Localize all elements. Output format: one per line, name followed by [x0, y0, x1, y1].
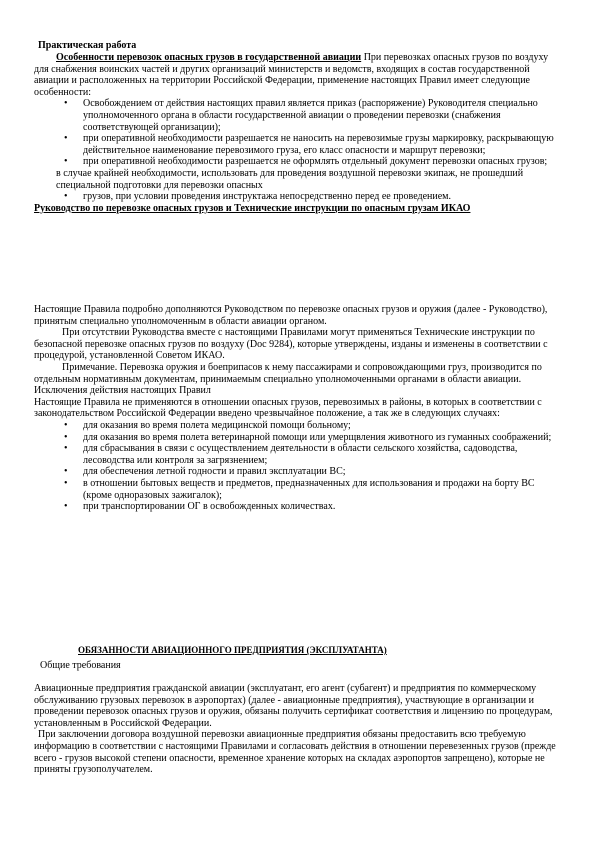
operator-paragraph-1: Авиационные предприятия гражданской авиации (эксплуатант, его агент (субагент) и предприятия по коммерческому обслуживанию грузовых перевозок в аэропортах) (далее - авиационные предприятия), участвующие в организации и проведении перевозок опасных грузов и оружия, обязаны получить сертификат соответствия и лицензию по процедурам, установленным в Российской Федерации.	[34, 683, 553, 729]
general-requirements-subtitle: Общие требования	[40, 660, 121, 671]
list-item: • при оперативной необходимости разрешается не оформлять отдельный документ перевозки опасных грузов;	[34, 156, 562, 168]
exceptions-bullet-list	[34, 420, 562, 513]
list-item: • для сбрасывания в связи с осуществлением деятельности в области сельского хозяйства, садоводства, лесоводства или контроля за загрязнением;	[34, 443, 562, 466]
list-item: • для оказания во время полета медицинской помощи больному;	[34, 420, 562, 432]
list-item: • при транспортировании ОГ в освобожденных количествах.	[34, 501, 562, 513]
list-item: • при оперативной необходимости разрешается не наносить на перевозимые грузы маркировку, раскрывающую действительное наименование перевозимого груза, его класс опасности и маршрут перевозки;	[34, 133, 562, 156]
state-aviation-last-bullet	[34, 191, 562, 203]
section-icao	[34, 304, 562, 513]
document-heading: Практическая работа	[38, 40, 137, 51]
section-icao-title: Руководство по перевозке опасных грузов и Технические инструкции по опасным грузам ИКАО	[34, 202, 471, 214]
section-state-aviation-title: Особенности перевозок опасных грузов в государственной авиации	[56, 52, 362, 63]
section-state-aviation	[34, 52, 562, 214]
list-item: • Освобождением от действия настоящих правил является приказ (распоряжение) Руководителя специально уполномоченного органа в области государственной авиации о проведении перевозки (снабжения соответствующей организации);	[34, 98, 562, 133]
emergency-crew-text: в случае крайней необходимости, использовать для проведения воздушной перевозки экипаж, не прошедший специальной подготовки для перевозки опасных	[56, 167, 524, 191]
section-operator-duties	[34, 683, 562, 776]
state-aviation-bullet-list	[34, 98, 562, 168]
list-item: • для обеспечения летной годности и правил эксплуатации ВС;	[34, 466, 562, 478]
icao-paragraph-2: При отсутствии Руководства вместе с настоящими Правилами могут применяться Технические инструкции по безопасной перевозке опасных грузов по воздуху (Doc 9284), которые утверждены, изданы и изменены в соответствии с процедурой, установленной Советом ИКАО.	[34, 327, 548, 362]
list-item: • для оказания во время полета ветеринарной помощи или умерщвления животного из гуманных соображений;	[34, 432, 562, 444]
list-item: • в отношении бытовых веществ и предметов, предназначенных для использования и продажи на борту ВС (кроме одноразовых зажигалок);	[34, 478, 562, 501]
section-operator-duties-title: ОБЯЗАННОСТИ АВИАЦИОННОГО ПРЕДПРИЯТИЯ (ЭКСПЛУАТАНТА)	[78, 645, 387, 655]
operator-paragraph-2: При заключении договора воздушной перевозки авиационные предприятия обязаны предоставить всю требуемую информацию в соответствии с настоящими Правилами и согласовать действия в отношении перевезенных грузов (прежде всего - грузов высокой степени опасности, временное хранение которых на складах аэропортов запрещено), которые не приняты грузополучателем.	[34, 729, 556, 776]
exceptions-intro: Настоящие Правила не применяются в отношении опасных грузов, перевозимых в районы, в которых в соответствии с законодательством Российской Федерации введено чрезвычайное положение, а так же в следующих случаях:	[34, 396, 542, 420]
section-state-aviation-intro: При перевозках опасных грузов по воздуху для снабжения воинских частей и других организаций министерств и ведомств, входящих в состав государственной авиации и расположенных на территории Российской Федерации, применение настоящих Правил имеет следующие особенности:	[34, 52, 549, 98]
list-item: • грузов, при условии проведения инструктажа непосредственно перед ее проведением.	[34, 191, 562, 203]
icao-paragraph-1: Настоящие Правила подробно дополняются Руководством по перевозке опасных грузов и оружия (далее - Руководство), принятым специально уполномоченным в области авиации органом.	[34, 304, 548, 327]
icao-note-paragraph: Примечание. Перевозка оружия и боеприпасов к нему пассажирами и сопровождающими груз, производится по отдельным нормативным документам, принимаемым специально уполномоченными органами в области авиации.	[34, 361, 542, 385]
section-state-aviation-paragraph	[34, 52, 562, 98]
section-exceptions-title: Исключения действия настоящих Правил	[34, 385, 211, 397]
